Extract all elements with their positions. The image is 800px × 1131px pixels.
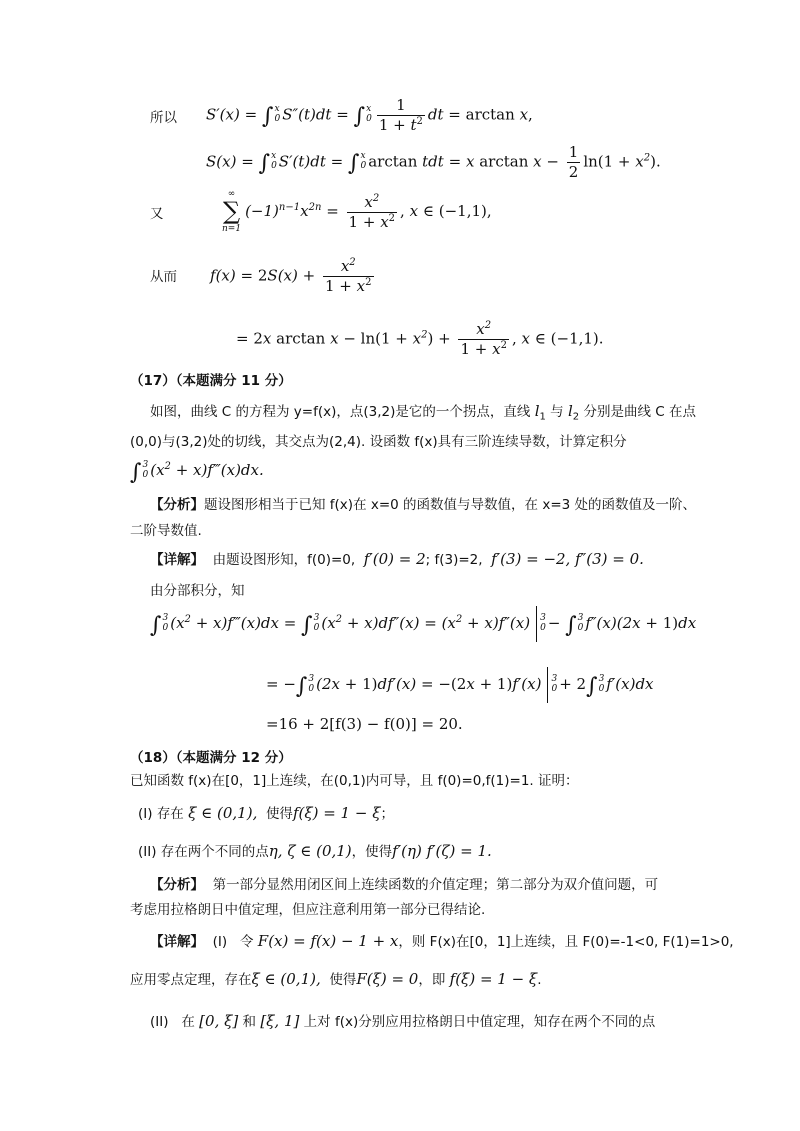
formula-series: ∞ ∑ $n=1(-1)^{n-1}x^{2n}$ = $\frac{x^2}{1 + x^2}$ , x ∈ (−1,1), <box>222 189 492 234</box>
q17-parts-line: 由分部积分，知 <box>150 583 245 599</box>
q17-step2: = −∫3 0 (2x + 1)df′(x) = −(2x + 1)f′(x) 3 0 + 2∫3 0 f′(x)dx <box>266 667 654 703</box>
q17-integral: ∫3 0 ($x^2$ + x)f‴(x)dx. <box>130 460 264 485</box>
q17-step1: ∫3 0 ($x^2$ + x)f‴(x)dx = ∫3 0 $(x^2 + x)df''(x) = (x^2 + x)f''(x)$ 3 0 − ∫3 0 f″(x)(2x + 1)dx <box>150 606 696 642</box>
formula-f-x-result: = 2x $\arctan x - \ln(1 + x^2)$ + $\frac{x^2}{1 + x^2}$ , x ∈ (−1,1). <box>236 320 604 358</box>
q18-header: （18）（本题满分 12 分） <box>130 750 292 766</box>
q18-detail-line3: (II) 在 [0, ξ] 和 [ξ, 1] 上对 f(x)分别应用拉格朗日中值定理，知存在两个不同的点 <box>150 1012 656 1030</box>
q18-problem: 已知函数 f(x)在[0，1]上连续，在(0,1)内可导，且 f(0)=0,f(1)=1. 证明： <box>130 773 579 789</box>
q17-header: （17）（本题满分 11 分） <box>130 373 292 389</box>
q18-detail-line1: 【详解】 (I) 令 F(x) = f(x) − 1 + x，则 F(x)在[0，1]上连续，且 F(0)=-1<0, F(1)=1>0, <box>150 932 734 950</box>
formula-s-prime: S′(x) = ∫x 0 S″(t)dt = ∫x 0 $\frac{1}{1 + t^2}$ dt = arctan x, <box>206 96 533 134</box>
formula-s-x: S(x) = ∫x 0 S′(t)dt = ∫x 0 arctan tdt = x arctan x − $\frac{1}{2}$ $\ln(1 + x^2)$. <box>206 143 661 181</box>
q17-problem-line2: (0,0)与(3,2)处的切线，其交点为(2,4). 设函数 f(x)具有三阶连续导数，计算定积分 <box>130 434 627 450</box>
q18-detail-line2: 应用零点定理，存在ξ ∈ (0,1), 使得F(ξ) = 0，即 f(ξ) = 1 − ξ. <box>130 970 542 988</box>
formula-f-x: f(x) = 2S(x) + $\frac{x^2}{1 + x^2}$ <box>210 257 372 295</box>
q18-part1: (I) 存在 ξ ∈ (0,1), 使得f(ξ) = 1 − ξ； <box>138 804 394 822</box>
q17-analysis-line2: 二阶导数值. <box>130 523 202 539</box>
q18-analysis-line1: 【分析】 第一部分显然用闭区间上连续函数的介值定理；第二部分为双介值问题，可 <box>150 877 659 893</box>
label-suoyi: 所以 <box>150 110 177 126</box>
q17-detail-line1: 【详解】 由题设图形知，f(0)=0, f′(0) = 2; f(3)=2, f′(3) = −2, f″(3) = 0. <box>150 550 644 568</box>
q17-step3: =16 + 2[f(3) − f(0)] = 20. <box>266 715 463 733</box>
label-conger: 从而 <box>150 269 177 285</box>
q18-analysis-line2: 考虑用拉格朗日中值定理，但应注意利用第一部分已得结论. <box>130 902 486 918</box>
q17-problem-line1: 如图，曲线 C 的方程为 y=f(x)，点(3,2)是它的一个拐点，直线 $l_1$ 与 $l_2$ 分别是曲线 C 在点 <box>150 402 696 423</box>
q17-analysis-line1: 【分析】题设图形相当于已知 f(x)在 x=0 的函数值与导数值，在 x=3 处的函数值及一阶、 <box>150 497 697 513</box>
q18-part2: (II) 存在两个不同的点η, ζ ∈ (0,1)，使得f′(η) f′(ζ) = 1. <box>138 842 492 860</box>
label-you: 又 <box>150 206 164 222</box>
